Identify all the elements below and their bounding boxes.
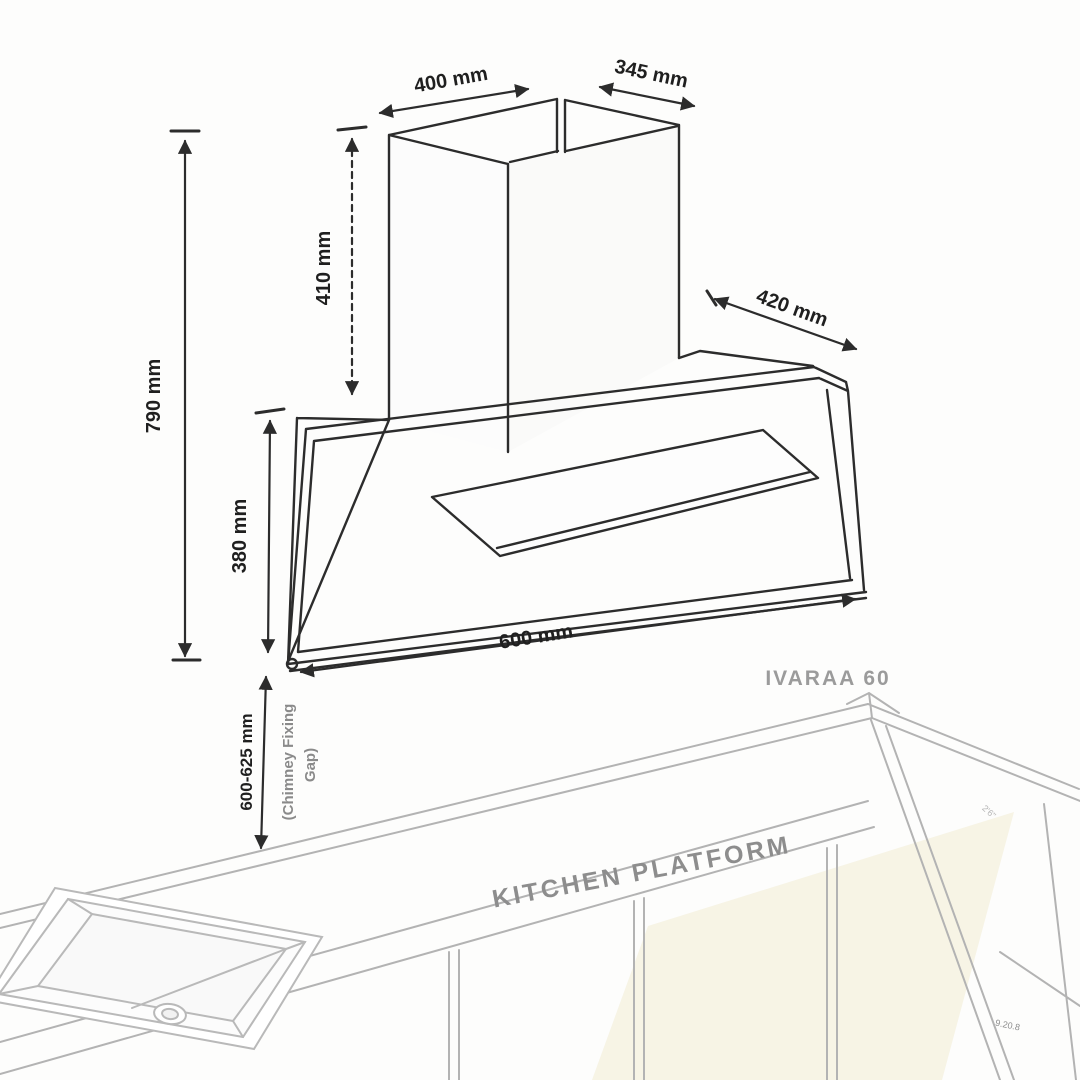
dim-label-hood-depth: 420 mm: [753, 285, 831, 332]
dim-label-top-width: 400 mm: [412, 62, 490, 98]
dim-hood-height-line: [268, 421, 270, 652]
duct-left-face: [389, 135, 508, 452]
cabinet-post-1: [449, 950, 459, 1080]
dim-label-hood-width: 600 mm: [497, 620, 575, 654]
dim-hood-height-tick: [256, 409, 284, 413]
product-model-label: IVARAA 60: [765, 667, 891, 690]
kitchen-platform-label: KITCHEN PLATFORM: [489, 830, 794, 914]
dim-label-hood-height: 380 mm: [229, 498, 251, 574]
dim-label-top-depth: 345 mm: [612, 55, 690, 93]
chimney-hood-drawing: [287, 99, 866, 671]
dim-label-total-height: 790 mm: [143, 358, 165, 434]
edge-tiny-mark: 2'6": [980, 803, 998, 821]
dim-fixing-gap-line: [261, 677, 266, 848]
cabinet-back-panel: [592, 812, 1014, 1080]
fixing-gap-note-line2: Gap): [302, 747, 319, 783]
counter-back-edge: [0, 704, 872, 928]
counter-right-edge: [868, 704, 1080, 801]
hood-glass-panel: [432, 430, 818, 556]
dim-label-duct-height: 410 mm: [313, 230, 335, 306]
sink-drawing: [0, 888, 322, 1049]
dim-label-fixing-gap: 600-625 mm: [237, 713, 256, 811]
corner-tiny-mark: 9.20.8: [994, 1017, 1021, 1033]
duct-right-face: [508, 125, 679, 452]
fixing-gap-note-line1: (Chimney Fixing: [280, 703, 297, 821]
dim-hood-width-line: [301, 599, 855, 672]
cabinet-right-inner-line: [1000, 804, 1080, 1080]
dim-duct-height-tick: [338, 127, 366, 130]
